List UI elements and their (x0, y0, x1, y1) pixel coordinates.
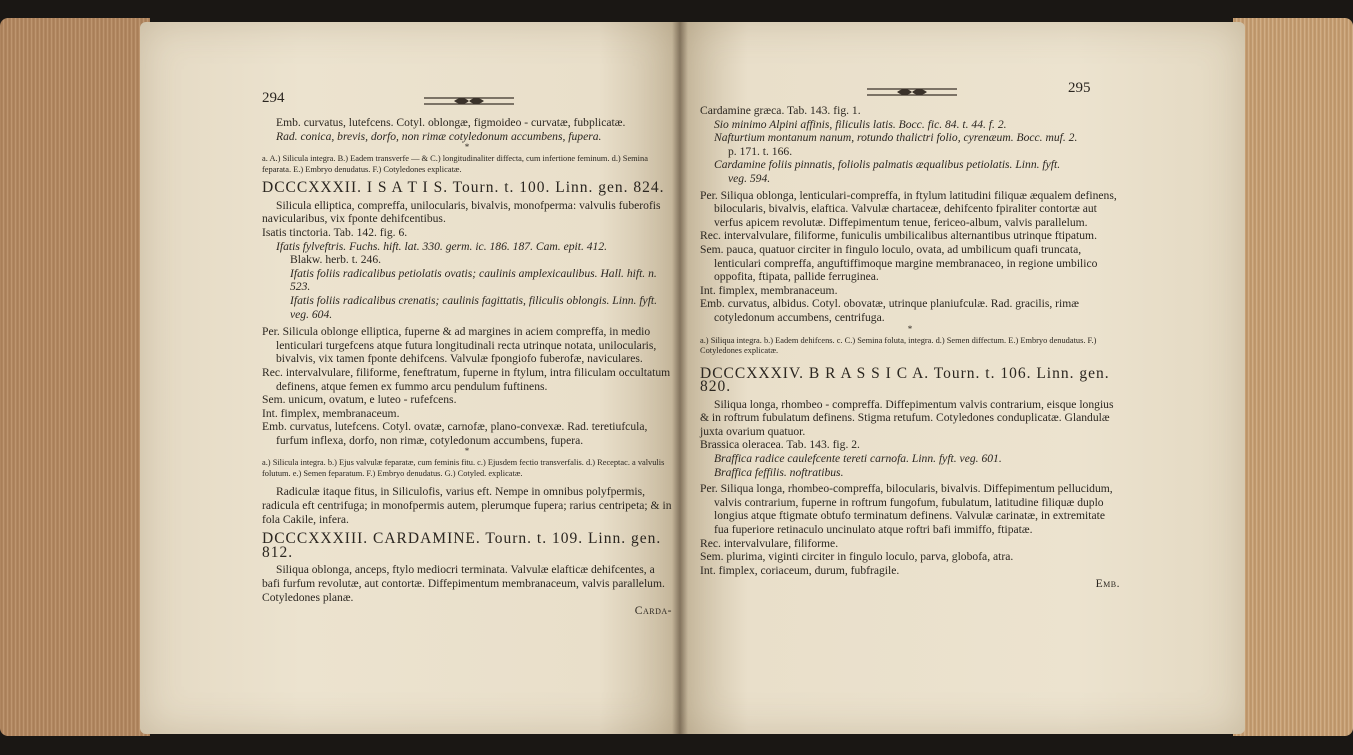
receptacle-description: Rec. intervalvulare, filiforme, feneftratum, fuperne in ftylum, intra filiculam occultatum definens, atque femen ex fummo arcu pendulum fuftinens. (262, 365, 671, 393)
separator-star: * (464, 446, 470, 457)
synonym-line: Ifatis foliis radicalibus crenatis; caulinis fagittatis, filiculis oblongis. Linn. fyft. (290, 293, 658, 307)
pericarp-description: Per. Silicula oblonge elliptica, fuperne & ad margines in aciem compreffa, in medio lenticulari turgefcens atque futura longitudinali recta utrinque notata, unilocularis, bivalvis, vix tamen fponte dehifcens. Valvulæ fpongiofo fuberofæ, naviculares. (262, 325, 657, 366)
species-line: Brassica oleracea. Tab. 143. fig. 2. (700, 438, 860, 452)
species-line: Cardamine græca. Tab. 143. fig. 1. (700, 104, 861, 117)
right-column (700, 104, 1120, 591)
synonym-line: Sio minimo Alpini affinis, filiculis latis. Bocc. fic. 84. t. 44. f. 2. (714, 117, 1007, 131)
integument-description: Int. fimplex, coriaceum, durum, fubfragile. (700, 563, 900, 577)
text-line: Emb. curvatus, lutefcens. Cotyl. oblongæ, figmoideo - curvatæ, fubplicatæ. (276, 116, 626, 129)
receptacle-description: Rec. intervalvulare, filiforme, funiculis umbilicalibus alternantibus utrinque ftipatum. (700, 229, 1097, 243)
book-gutter (672, 22, 688, 734)
right-header-ornament (867, 86, 957, 98)
integument-description: Int. fimplex, membranaceum. (262, 406, 400, 420)
synonym-line: Ifatis fylveftris. Fuchs. hift. lat. 330. germ. ic. 186. 187. Cam. epit. 412. (276, 239, 608, 253)
genus-description: Silicula elliptica, compreffa, unilocularis, bivalvis, monofperma: valvulis fuberofis navicularibus, vix fponte dehifcentibus. (262, 198, 661, 226)
radicle-paragraph: Radiculæ itaque fitus, in Siliculofis, varius eft. Nempe in omnibus polyfpermis, radicula eft centrifuga; in monofpermis autem, plerumque fupera; rarius centripeta; & in fola Cakile, infera. (262, 485, 672, 526)
catchword: Carda- (634, 604, 672, 618)
genus-heading-cardamine: DCCCXXXIII. CARDAMINE. Tourn. t. 109. Linn. gen. 812. (262, 530, 662, 561)
right-page-number: 295 (1068, 80, 1091, 96)
seed-description: Sem. pauca, quatuor circiter in fingulo loculo, ovata, ad umbilicum quafi truncata, lenticulari compreffa, anguftiffimoque margine membranaceo, in regione umbilico oppofita, ftipata, pallide ferruginea. (700, 242, 1098, 284)
synonym-line: Cardamine foliis pinnatis, foliolis palmatis æqualibus petiolatis. Linn. fyft. (714, 158, 1061, 172)
synonym-line: Ifatis foliis radicalibus petiolatis ovatis; caulinis amplexicaulibus. Hall. hift. n. 523. (290, 266, 657, 294)
synonym-line: p. 171. t. 166. (728, 144, 793, 158)
seed-description: Sem. plurima, viginti circiter in fingulo loculo, parva, globofa, atra. (700, 550, 1014, 564)
left-page-number: 294 (262, 90, 285, 106)
genus-heading-brassica: DCCCXXXIV. B R A S S I C A. Tourn. t. 106. Linn. gen. 820. (700, 364, 1110, 396)
integument-description: Int. fimplex, membranaceum. (700, 283, 838, 297)
synonym-line: Braffica radice caulefcente tereti carnofa. Linn. fyft. veg. 601. (714, 452, 1002, 466)
pericarp-description: Per. Siliqua oblonga, lenticulari-compreffa, in ftylum latitudini filiquæ æqualem definens, bilocularis, bivalvis, elaftica. Valvulæ chartaceæ, dehifcento fpiraliter contortæ aut verfus apicem revolutæ. Diffepimentum tenue, fericeo-album, valvis parallelum. (700, 188, 1117, 229)
seed-description: Sem. unicum, ovatum, e luteo - rufefcens. (262, 393, 457, 407)
left-page-edges (0, 18, 150, 736)
left-column (262, 116, 672, 618)
receptacle-description: Rec. intervalvulare, filiforme. (700, 536, 839, 550)
text-line: Rad. conica, brevis, dorfo, non rimæ cotyledonum accumbens, fupera. (276, 129, 602, 143)
pericarp-description: Per. Siliqua longa, rhombeo-compreffa, bilocularis, bivalvis. Diffepimentum pellucidum, valvis contrarium, fuperne in roftrum fungofum, fubulatum, latitudine filiquæ duplo longius atque ftigmate obtufo terminatum definens. Valvulæ carinatæ, in extremitate fua fuperiore retinaculo uncinulato atque roftri bafi immiffo, ftipatæ. (700, 482, 1113, 537)
synonym-line: veg. 594. (728, 171, 771, 185)
left-header-ornament (424, 95, 514, 107)
embryo-description: Emb. curvatus, albidus. Cotyl. obovatæ, utrinque planiufculæ. Rad. gracilis, rimæ cotyledonum accumbens, centrifuga. (700, 297, 1079, 324)
catchword: Emb. (1095, 577, 1120, 591)
synonym-line: Blakw. herb. t. 246. (290, 253, 382, 267)
figure-note: a. A.) Silicula integra. B.) Eadem transverfe — & C.) longitudinaliter diffecta, cum infertione feminum. d.) Semina feparata. E.) Embryo denudatus. F.) Cotyledones explicatæ. (262, 154, 648, 174)
genus-description: Siliqua oblonga, anceps, ftylo mediocri terminata. Valvulæ elafticæ dehifcentes, a bafi furfum revolutæ, aut contortæ. Diffepimentum membranaceum, valvis parallelum. Cotyledones planæ. (262, 563, 665, 604)
genus-heading-isatis: DCCCXXXII. I S A T I S. Tourn. t. 100. Linn. gen. 824. (262, 179, 665, 197)
separator-star: * (907, 323, 913, 334)
synonym-line: Nafturtium montanum nanum, rotundo thalictri folio, cyrenæum. Bocc. muf. 2. (714, 131, 1078, 145)
synonym-line: Braffica feffilis. noftratibus. (714, 465, 844, 479)
embryo-description: Emb. curvatus, lutefcens. Cotyl. ovatæ, carnofæ, plano-convexæ. Rad. teretiufcula, furfum inflexa, dorfo, non rimæ, cotyledonum accumbens, fupera. (262, 420, 648, 447)
synonym-line: veg. 604. (290, 307, 333, 321)
separator-star: * (464, 142, 470, 153)
genus-description: Siliqua longa, rhombeo - compreffa. Diffepimentum valvis contrarium, eisque longius & in roftrum fubulatum definens. Stigma retufum. Cotyledones conduplicatæ. Glandulæ juxta ovarium quatuor. (700, 397, 1114, 438)
figure-note: a.) Siliqua integra. b.) Eadem dehifcens. c. C.) Semina foluta, integra. d.) Semen diffectum. E.) Embryo denudatus. F.) Cotyledones explicatæ. (700, 335, 1097, 355)
figure-note: a.) Silicula integra. b.) Ejus valvulæ feparatæ, cum feminis fitu. c.) Ejusdem fectio transverfalis. d.) Receptac. a valvulis folutum. e.) Semen feparatum. F.) Embryo denudatus. G.) Cotyled. explicatæ. (262, 458, 665, 478)
species-line: Isatis tinctoria. Tab. 142. fig. 6. (262, 225, 408, 239)
right-page-edges (1233, 18, 1353, 736)
